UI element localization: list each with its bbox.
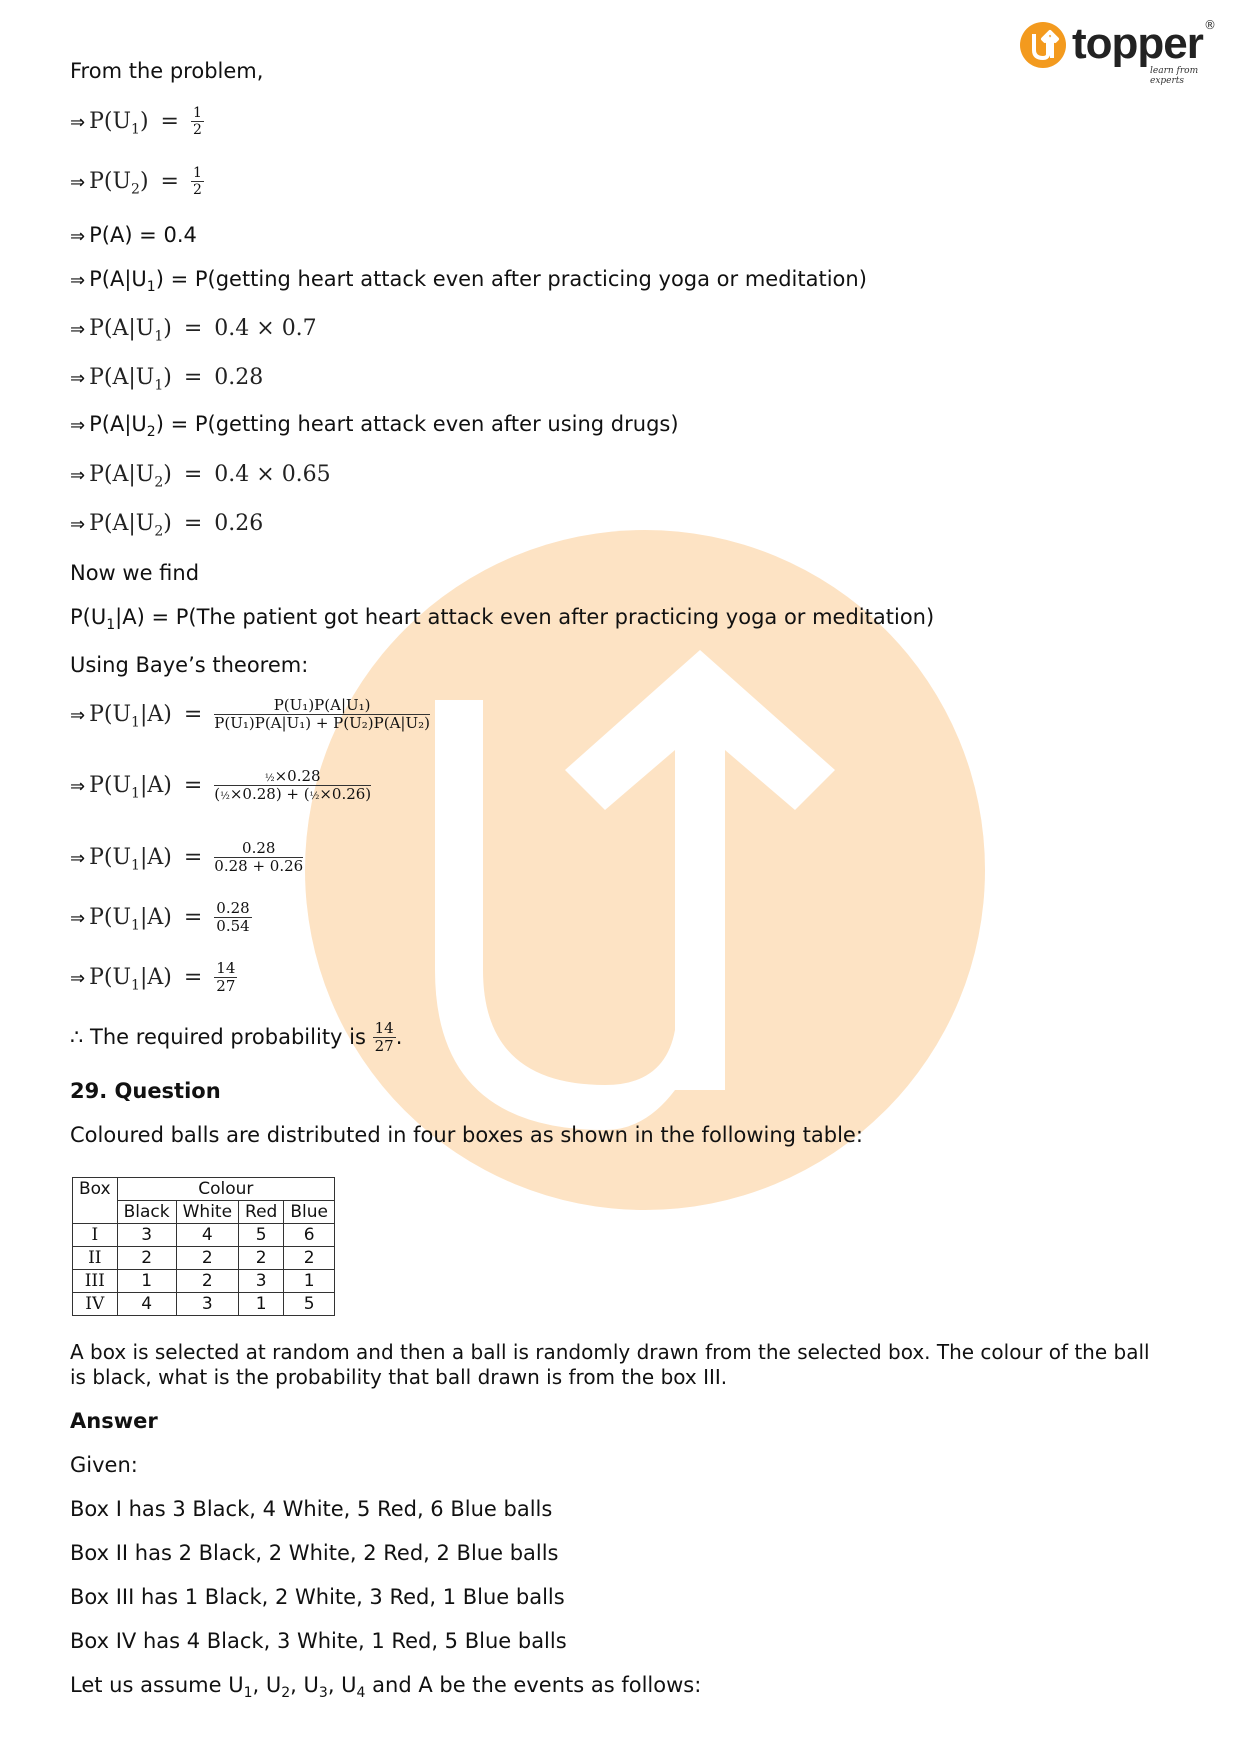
row-box-label: II [73,1247,118,1270]
row-box-label: IV [73,1293,118,1316]
topper-logo [1020,18,1220,86]
table-cell: 4 [117,1293,176,1316]
text-p-u1-a: $P(U_1|A) = P(The$ patient got heart attack even after practicing yoga or meditation) [70,605,935,634]
eq-p-a-u2-result: ⇒ $P(A|U_2) = 0.26$ [70,511,264,540]
eq-bayes-step3: ⇒ $P(U_1|A)$ = $\frac{0.28}{0.28 + 0.26}$ [70,839,304,876]
row-box-label: III [73,1270,118,1293]
table-cell: 1 [117,1270,176,1293]
table-cell: 5 [284,1293,335,1316]
table-cell: 2 [284,1247,335,1270]
eq-bayes-step4: ⇒ $P(U_1|A)$ = $\frac{0.28}{0.54}$ [70,899,250,936]
eq-p-a-u1-calc: ⇒ $P(A|U_1) = 0.4 \times 0.7$ [70,316,317,345]
text-box2: Box II has 2 Black, 2 White, 2 Red, 2 Blue balls [70,1541,559,1565]
question-intro: Coloured balls are distributed in four boxes as shown in the following table: [70,1123,863,1147]
table-cell: 6 [284,1224,335,1247]
eq-p-a-u1-result: ⇒ $P(A|U_1) = 0.28$ [70,365,264,394]
text-assume-events: Let us assume $U_1$, $U_2$, $U_3$, $U_4$ and A be the events as follows: [70,1673,702,1702]
table-cell: 4 [176,1224,238,1247]
table-cell: 1 [284,1270,335,1293]
eq-bayes-formula: ⇒ $P(U_1|A)$ = $\frac{\text{P(U₁)P(A|U₁)}}{\text{P(U₁)P(A|U₁) + P(U₂)P(A|U₂)}}$ [70,696,430,733]
eq-bayes-step2: ⇒ $P(U_1|A)$ = $\frac{\text{½×0.28}}{\text{(½×0.28) + (½×0.26)}}$ [70,767,372,804]
eq-p-a: ⇒ P(A) = 0.4 [70,223,197,247]
text-now-find: Now we find [70,561,200,585]
header-box: Box [73,1178,118,1224]
table-cell: 2 [176,1247,238,1270]
eq-p-u1: ⇒ $P(U_1)$ = $\frac{1}{2}$ [70,105,202,139]
table-header-row [73,1178,335,1201]
text-box1: Box I has 3 Black, 4 White, 5 Red, 6 Blue balls [70,1497,553,1521]
table-cell: 1 [239,1293,284,1316]
col-red: Red [239,1201,284,1224]
eq-p-u2: ⇒ $P(U_2)$ = $\frac{1}{2}$ [70,165,202,199]
eq-p-a-u1-text: ⇒ $P(A|U_1)$ = P(getting heart attack even after practicing yoga or meditation) [70,267,867,296]
table-cell: 2 [117,1247,176,1270]
text-given: Given: [70,1453,138,1477]
eq-p-a-u2-calc: ⇒ $P(A|U_2) = 0.4 \times 0.65$ [70,462,331,491]
table-cell: 3 [239,1270,284,1293]
table-row [73,1270,335,1293]
eq-p-a-u2-text: ⇒ $P(A|U_2)$ = P(getting heart attack even after using drugs) [70,412,679,441]
text-from-problem: From the problem, [70,59,264,83]
answer-title: Answer [70,1409,158,1433]
question-text: A box is selected at random and then a ball is randomly drawn from the selected box. The colour of the ball is black, what is the probability that ball drawn is from the box III. [70,1340,1150,1389]
eq-bayes-step5: ⇒ $P(U_1|A)$ = $\frac{14}{27}$ [70,959,236,996]
question-title: 29. Question [70,1079,221,1103]
row-box-label: I [73,1224,118,1247]
logo-brand-text: topper [1072,19,1203,68]
logo-u-icon [1020,22,1066,68]
header-colour: Colour [117,1178,334,1201]
balls-table [72,1177,335,1316]
table-row [73,1293,335,1316]
table-cell: 3 [117,1224,176,1247]
text-box3: Box III has 1 Black, 2 White, 3 Red, 1 Blue balls [70,1585,565,1609]
logo-tagline: learn from experts [1150,66,1199,86]
table-cell: 2 [176,1270,238,1293]
registered-mark: ® [1204,18,1216,32]
table-cell: 3 [176,1293,238,1316]
text-bayes: Using Baye’s theorem: [70,653,309,677]
table-row [73,1247,335,1270]
text-box4: Box IV has 4 Black, 3 White, 1 Red, 5 Blue balls [70,1629,567,1653]
table-row [73,1224,335,1247]
table-cell: 2 [239,1247,284,1270]
text-required-probability: ∴ The required probability is $\frac{14}{27}$ . [70,1019,403,1056]
col-blue: Blue [284,1201,335,1224]
table-cell: 5 [239,1224,284,1247]
col-white: White [176,1201,238,1224]
col-black: Black [117,1201,176,1224]
